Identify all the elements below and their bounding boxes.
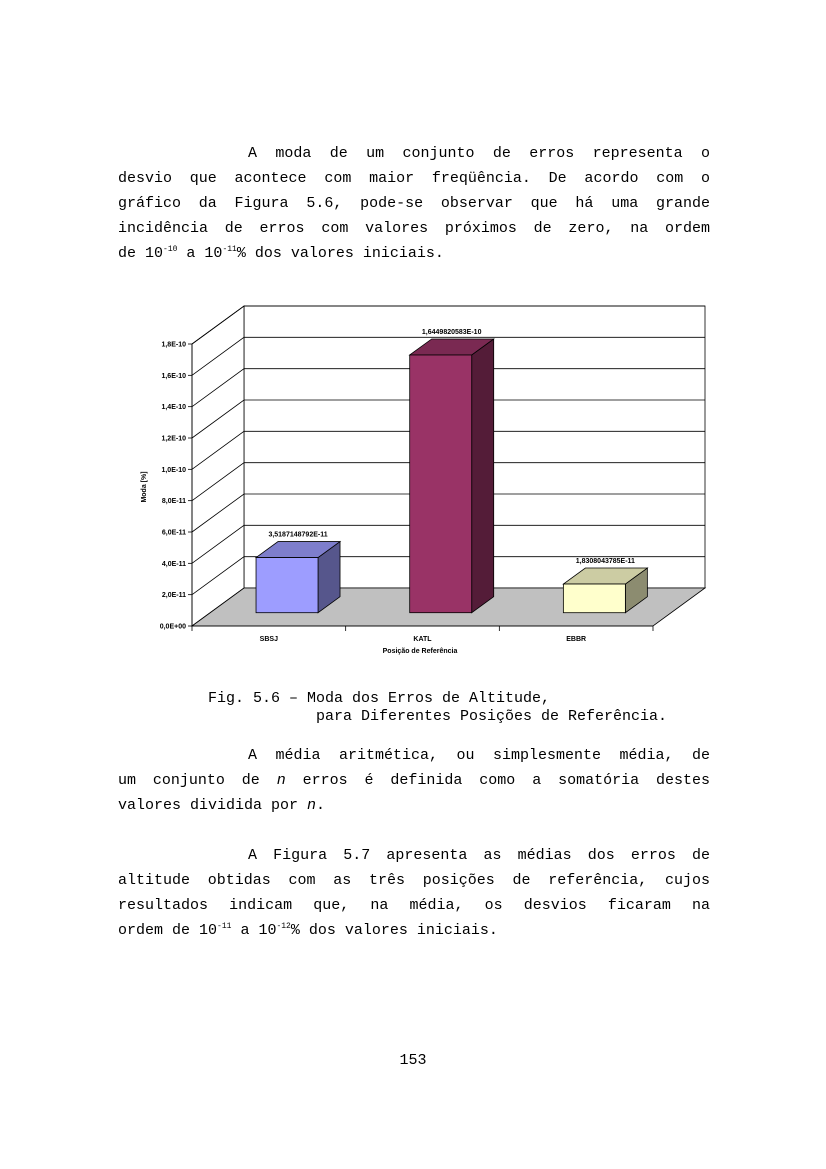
data-label: 3,5187148792E-11: [268, 531, 328, 539]
p2-line-3: valores dividida por n.: [118, 797, 326, 814]
bar-side: [472, 339, 494, 613]
y-tick-label: 1,0E-10: [161, 466, 186, 474]
y-tick-label: 6,0E-11: [161, 529, 186, 537]
x-axis-label: Posição de Referência: [382, 648, 458, 655]
data-label: 1,8308043785E-11: [575, 558, 635, 566]
bar-front: [563, 584, 625, 613]
bar-ebbr: [563, 568, 647, 613]
y-tick-label: 4,0E-11: [161, 560, 186, 568]
p1-line-2: desvio que acontece com maior freqüência. De acordo com o: [118, 170, 710, 187]
paragraph-figura-5-7: [118, 843, 710, 943]
p3-line-3: resultados indicam que, na média, os desvios ficaram na: [118, 897, 710, 914]
paragraph-moda: [118, 141, 710, 266]
bar-front: [410, 355, 472, 613]
paragraph-media: [118, 743, 710, 818]
x-tick-label: KATL: [413, 636, 432, 643]
bar-front: [256, 558, 318, 613]
p1-line-3: gráfico da Figura 5.6, pode-se observar que há uma grande: [118, 195, 710, 212]
y-tick-label: 1,8E-10: [161, 341, 186, 349]
p2-line-1: A média aritmética, ou simplesmente média, de: [248, 747, 710, 764]
p1-line-5: de $10^{-10}$ a $10^{-11}\%$ dos valores iniciais.: [118, 245, 444, 262]
x-tick-label: SBSJ: [259, 636, 278, 643]
y-axis-ticks: [160, 342, 192, 631]
p3-line-2: altitude obtidas com as três posições de referência, cujos: [118, 872, 710, 889]
y-tick-label: 8,0E-11: [161, 498, 186, 506]
y-tick-label: 0,0E+00: [159, 623, 186, 631]
figure-caption-line-2: para Diferentes Posições de Referência.: [316, 708, 668, 725]
p2-line-2: um conjunto de n erros é definida como a somatória destes: [118, 772, 711, 789]
data-label: 1,6449820583E-10: [421, 328, 482, 336]
p1-line-1: A moda de um conjunto de erros representa o: [248, 145, 710, 162]
p1-line-4: incidência de erros com valores próximos de zero, na ordem: [118, 220, 710, 237]
side-wall: [192, 306, 244, 626]
figure-caption-line-1: Fig. 5.6 – Moda dos Erros de Altitude,: [208, 690, 551, 707]
y-tick-label: 1,4E-10: [161, 404, 186, 412]
moda-bar-chart: [130, 295, 720, 665]
bar-sbsj: [256, 542, 340, 613]
p3-line-4: ordem de $10^{-11}$ a $10^{-12}\%$ dos valores iniciais.: [118, 922, 498, 939]
x-tick-label: EBBR: [566, 636, 587, 643]
y-axis-label: Moda [%]: [141, 471, 148, 503]
p3-line-1: A Figura 5.7 apresenta as médias dos erros de: [248, 847, 710, 864]
y-tick-label: 1,2E-10: [161, 435, 186, 443]
y-tick-label: 2,0E-11: [161, 592, 186, 600]
bar-katl: [410, 339, 494, 613]
y-tick-label: 1,6E-10: [161, 372, 186, 380]
page-number: 153: [399, 1052, 427, 1069]
